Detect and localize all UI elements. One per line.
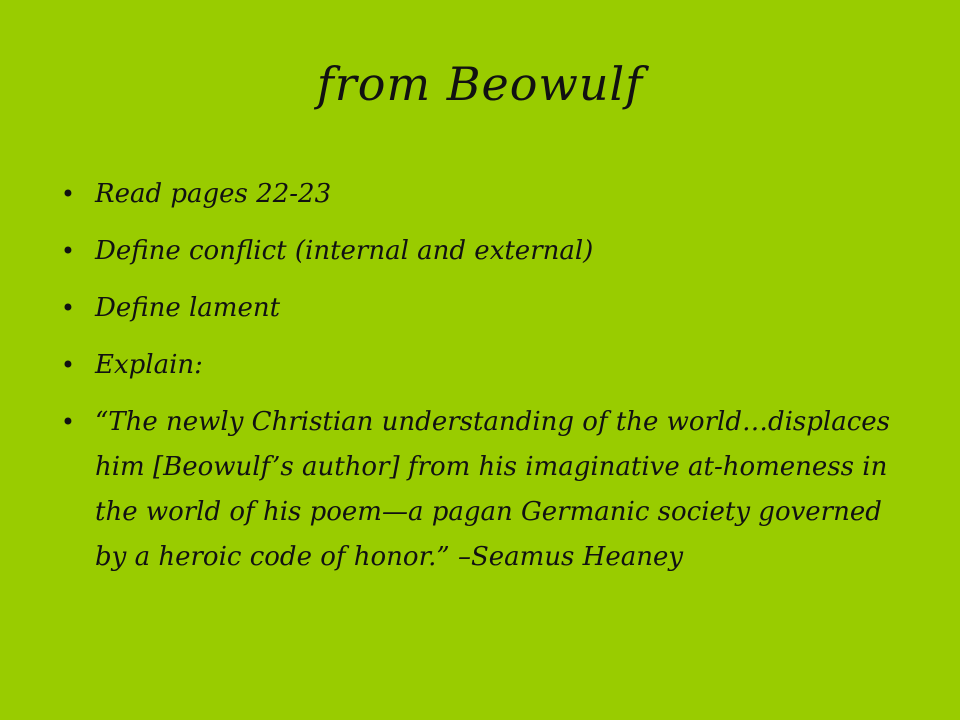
bullet-marker-icon: • (60, 237, 76, 265)
bullet-marker-icon: • (60, 294, 76, 322)
bullet-marker-icon: • (60, 351, 76, 379)
bullet-item-read-pages (58, 172, 898, 217)
bullet-item-define-lament (58, 286, 898, 331)
bullet-marker-icon: • (60, 180, 76, 208)
bullet-text: “The newly Christian understanding of the world…displaces him [Beowulf’s author] from his imaginative at-homeness in the world of his poem—a pagan Germanic society governed by a heroic code of honor.” –Seamus Heaney (95, 407, 891, 572)
bullet-list (58, 172, 898, 592)
bullet-item-heaney-quote (58, 400, 898, 580)
bullet-text: Define lament (95, 293, 281, 323)
bullet-item-explain (58, 343, 898, 388)
bullet-text: Explain: (95, 350, 203, 380)
bullet-text: Define conflict (internal and external) (95, 236, 594, 266)
bullet-marker-icon: • (60, 408, 76, 436)
slide-title: from Beowulf (316, 57, 644, 111)
bullet-text: Read pages 22-23 (95, 179, 332, 209)
bullet-item-define-conflict (58, 229, 898, 274)
